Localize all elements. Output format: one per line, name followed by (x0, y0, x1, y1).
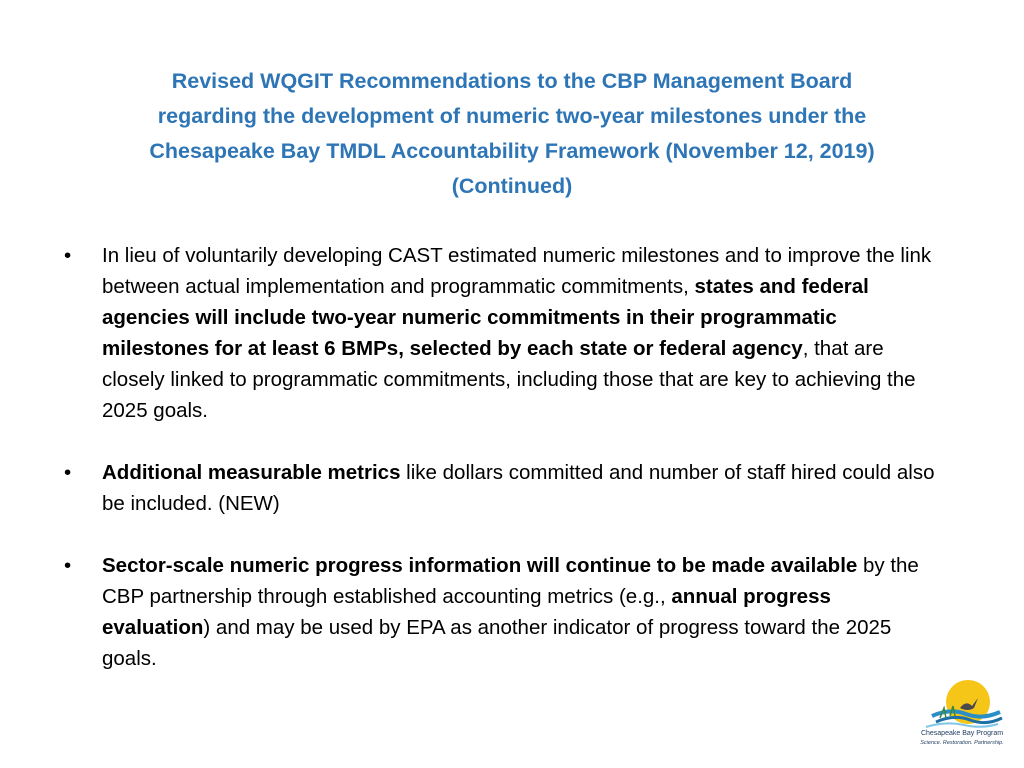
title-line-3: Chesapeake Bay TMDL Accountability Framework (November 12, 2019) (149, 139, 875, 163)
chesapeake-bay-program-logo (920, 678, 1004, 748)
logo-graphic-icon (920, 678, 1004, 730)
wave-icon (926, 723, 998, 727)
bullet-text: like dollars committed and number of staff hired could also be included. (NEW) (102, 461, 935, 515)
bullet-text: by the CBP partnership through established accounting metrics (e.g., (102, 554, 919, 608)
logo-tagline: Science. Restoration. Partnership. (920, 740, 1004, 746)
logo-name: Chesapeake Bay Program (920, 730, 1004, 737)
slide-title (60, 64, 964, 204)
bullet-text: , that are closely linked to programmatic commitments, including those that are key to achieving the 2025 goals. (102, 337, 916, 422)
bullet-item-3 (64, 550, 944, 674)
bullet-marker: • (64, 554, 72, 577)
bullet-bold-text: annual progress evaluation (102, 585, 831, 639)
bullet-text: In lieu of voluntarily developing CAST estimated numeric milestones and to improve the link between actual implementation and programmatic commitments, (102, 244, 932, 298)
title-line-1: Revised WQGIT Recommendations to the CBP Management Board (171, 69, 853, 93)
bullet-list (64, 240, 944, 705)
bullet-bold-text: Sector-scale numeric progress information will continue to be made available (102, 554, 858, 577)
bullet-bold-text: Additional measurable metrics (102, 461, 401, 484)
bullet-marker: • (64, 461, 72, 484)
bullet-item-2 (64, 457, 944, 519)
title-line-4: (Continued) (451, 174, 573, 198)
bullet-marker: • (64, 244, 72, 267)
bullet-item-1 (64, 240, 944, 426)
bullet-text: ) and may be used by EPA as another indicator of progress toward the 2025 goals. (102, 616, 892, 670)
bullet-bold-text: states and federal agencies will include two-year numeric commitments in their programmatic milestones for at least 6 BMPs, selected by each state or federal agency (102, 275, 869, 360)
title-line-2: regarding the development of numeric two-year milestones under the (157, 104, 867, 128)
